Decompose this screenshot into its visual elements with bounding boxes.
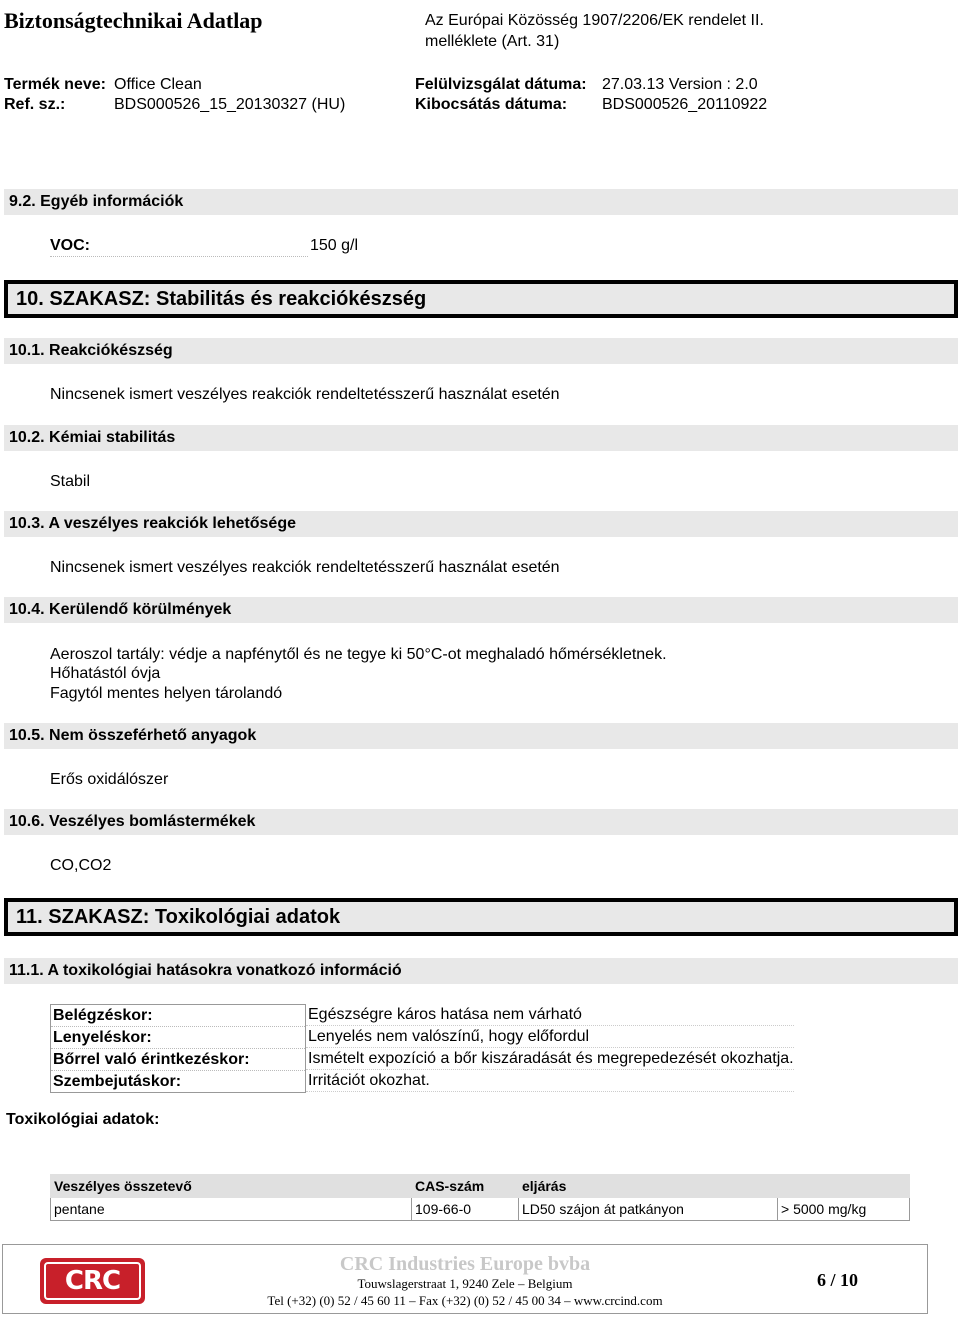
crc-logo-text: CRC <box>44 1262 141 1300</box>
col-method: eljárás <box>519 1175 778 1198</box>
subsection-9-2-header: 9.2. Egyéb információk <box>4 189 958 215</box>
cell-component: pentane <box>51 1198 412 1221</box>
col-cas-number: CAS-szám <box>412 1175 519 1198</box>
table-header-row <box>51 1175 910 1198</box>
ref-label: Ref. sz.: <box>4 96 66 113</box>
subsection-10-6-header: 10.6. Veszélyes bomlástermékek <box>4 809 958 835</box>
section-11-header: 11. SZAKASZ: Toxikológiai adatok <box>4 898 958 936</box>
conditions-line-2: Hőhatástól óvja <box>50 665 161 682</box>
route-inhalation: Belégzéskor: <box>51 1005 305 1027</box>
cell-cas: 109-66-0 <box>412 1198 519 1221</box>
company-contact: Tel (+32) (0) 52 / 45 60 11 – Fax (+32) (0) 52 / 45 00 34 – www.crcind.com <box>267 1293 663 1308</box>
reactivity-text: Nincsenek ismert veszélyes reakciók rendeltetésszerű használat esetén <box>50 386 560 403</box>
company-address: Touwslagerstraat 1, 9240 Zele – Belgium <box>357 1276 573 1291</box>
issue-date: BDS000526_20110922 <box>602 96 768 113</box>
voc-label: VOC: <box>50 236 308 257</box>
subsection-11-1-header: 11.1. A toxikológiai hatásokra vonatkozó információ <box>4 958 958 984</box>
table-row <box>51 1198 910 1221</box>
subsection-10-3-header: 10.3. A veszélyes reakciók lehetősége <box>4 511 958 537</box>
decomposition-products-text: CO,CO2 <box>50 857 112 874</box>
effect-eye-contact: Irritációt okozhat. <box>306 1070 794 1092</box>
issue-date-label: Kibocsátás dátuma: <box>415 96 568 113</box>
conditions-line-3: Fagytól mentes helyen tárolandó <box>50 685 283 702</box>
company-name: CRC Industries Europe bvba <box>339 1253 591 1275</box>
section-10-header: 10. SZAKASZ: Stabilitás és reakciókészség <box>4 280 958 318</box>
subsection-10-1-header: 10.1. Reakciókészség <box>4 338 958 364</box>
effect-ingestion: Lenyelés nem valószínű, hogy előfordul <box>306 1026 794 1048</box>
cell-method: LD50 szájon át patkányon <box>519 1198 778 1221</box>
revision-date-label: Felülvizsgálat dátuma: <box>415 76 587 93</box>
exposure-effects <box>306 1004 794 1092</box>
exposure-routes <box>50 1004 306 1093</box>
conditions-line-1: Aeroszol tartály: védje a napfénytől és ne tegye ki 50°C-ot meghaladó hőmérsékletnek. <box>50 646 667 663</box>
document-title: Biztonságtechnikai Adatlap <box>4 8 263 33</box>
route-eye-contact: Szembejutáskor: <box>53 1073 182 1090</box>
effect-skin-contact: Ismételt expozíció a bőr kiszáradását és megrepedezését okozhatja. <box>306 1048 794 1070</box>
product-name: Office Clean <box>114 76 202 93</box>
page-number: 6 / 10 <box>816 1270 858 1290</box>
subsection-10-4-header: 10.4. Kerülendő körülmények <box>4 597 958 623</box>
col-value <box>778 1175 910 1198</box>
crc-logo <box>40 1258 145 1304</box>
route-ingestion: Lenyeléskor: <box>51 1027 305 1049</box>
hazardous-reactions-text: Nincsenek ismert veszélyes reakciók rendeltetésszerű használat esetén <box>50 559 560 576</box>
subsection-10-5-header: 10.5. Nem összeférhető anyagok <box>4 723 958 749</box>
subsection-10-2-header: 10.2. Kémiai stabilitás <box>4 425 958 451</box>
product-name-label: Termék neve: <box>4 76 106 93</box>
cell-value: > 5000 mg/kg <box>778 1198 910 1221</box>
voc-value: 150 g/l <box>310 237 359 254</box>
regulation-reference: Az Európai Közösség 1907/2206/EK rendelet II. melléklete (Art. 31) <box>425 12 764 50</box>
route-skin-contact: Bőrrel való érintkezéskor: <box>51 1049 305 1071</box>
toxicology-table <box>50 1174 910 1221</box>
revision-date: 27.03.13 Version : 2.0 <box>602 76 758 93</box>
stability-text: Stabil <box>50 473 91 490</box>
effect-inhalation: Egészségre káros hatása nem várható <box>306 1004 794 1026</box>
incompatible-materials-text: Erős oxidálószer <box>50 771 169 788</box>
col-hazardous-component: Veszélyes összetevő <box>51 1175 412 1198</box>
toxicological-data-title: Toxikológiai adatok: <box>6 1111 160 1128</box>
ref-number: BDS000526_15_20130327 (HU) <box>114 96 346 113</box>
